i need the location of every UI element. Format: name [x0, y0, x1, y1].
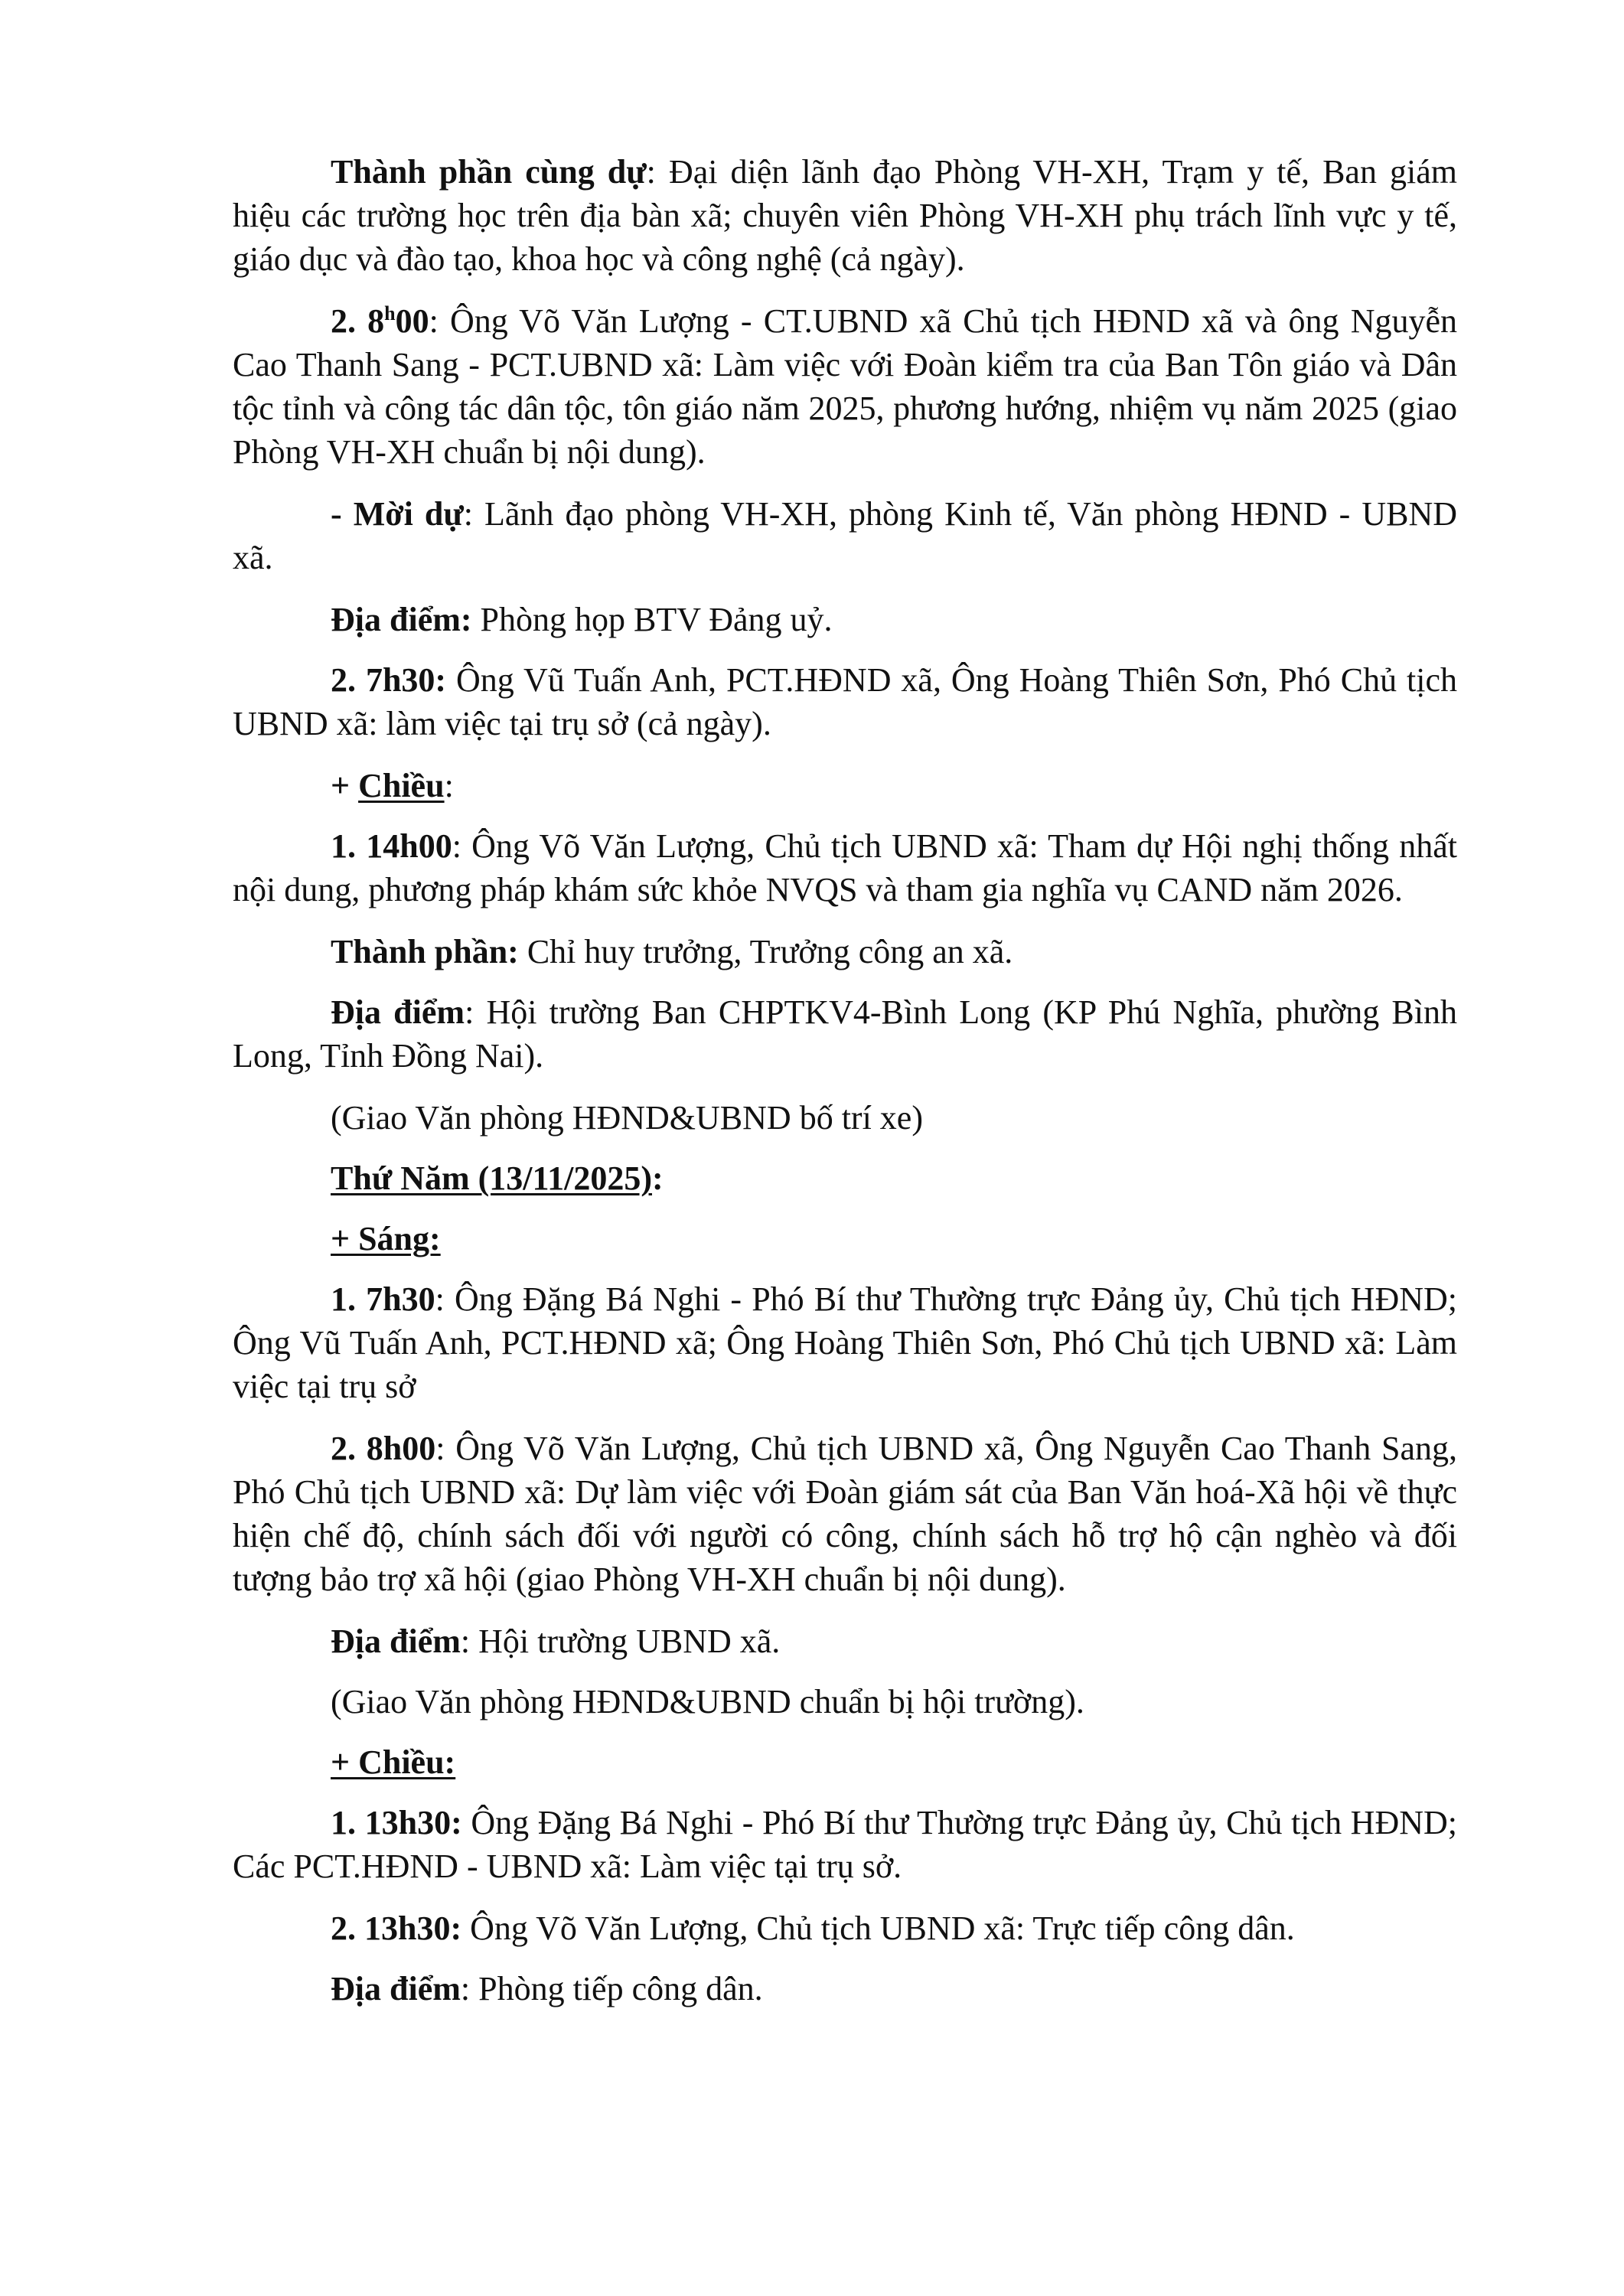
heading-morning-label: + Sáng:	[331, 1220, 441, 1257]
paragraph-text: Chỉ huy trưởng, Trưởng công an xã.	[518, 933, 1013, 970]
label-participants: Thành phần cùng dự	[331, 153, 647, 191]
label-invited: - Mời dự	[331, 495, 464, 533]
paragraph-note-vehicle	[233, 1096, 1457, 1140]
paragraph-text: : Hội trường UBND xã.	[460, 1623, 781, 1660]
paragraph-location	[233, 598, 1457, 641]
heading-morning	[233, 1217, 1457, 1261]
paragraph-location-3	[233, 1619, 1457, 1663]
paragraph-location-4	[233, 1967, 1457, 2011]
heading-afternoon-label: + Chiều:	[331, 1743, 456, 1781]
paragraph-text: : Ông Đặng Bá Nghi - Phó Bí thư Thường trực Đảng ủy, Chủ tịch HĐND; Ông Vũ Tuấn Anh, PCT.HĐND xã; Ông Hoàng Thiên Sơn, Phó Chủ tịch UBND xã: Làm việc tại trụ sở	[233, 1280, 1457, 1405]
heading-suffix: :	[444, 767, 454, 804]
paragraph-item-2-8h00-thursday	[233, 1427, 1457, 1601]
paragraph-item-1-7h30	[233, 1277, 1457, 1408]
paragraph-item-2-8h00	[233, 299, 1457, 474]
label-location: Địa điểm	[331, 1970, 461, 2007]
label-time: 2. 13h30:	[331, 1910, 462, 1947]
paragraph-text: : Ông Võ Văn Lượng - CT.UBND xã Chủ tịch HĐND xã và ông Nguyễn Cao Thanh Sang - PCT.UBND xã: Làm việc với Đoàn kiểm tra của Ban Tôn giáo và Dân tộc tỉnh và công tác dân tộc, tôn giáo năm 2025, phương hướng, nhiệm vụ năm 2025 (giao Phòng VH-XH chuẩn bị nội dung).	[233, 302, 1458, 471]
paragraph-item-1-14h00	[233, 824, 1457, 912]
heading-afternoon-label: Chiều	[358, 767, 445, 804]
document-page	[233, 150, 1457, 2011]
label-time: 2. 8h00	[331, 1430, 436, 1467]
paragraph-location-2	[233, 990, 1457, 1078]
label-time: 2. 7h30:	[331, 661, 447, 699]
paragraph-text: (Giao Văn phòng HĐND&UBND bố trí xe)	[331, 1099, 923, 1137]
paragraph-text: : Ông Võ Văn Lượng, Chủ tịch UBND xã, Ông Nguyễn Cao Thanh Sang, Phó Chủ tịch UBND xã: Dự làm việc với Đoàn giám sát của Ban Văn hoá-Xã hội về thực hiện chế độ, chính sách đối với người có công, chính sách hỗ trợ hộ cận nghèo và đối tượng bảo trợ xã hội (giao Phòng VH-XH chuẩn bị nội dung).	[233, 1430, 1457, 1598]
heading-suffix: :	[651, 1159, 664, 1197]
paragraph-text: Phòng họp BTV Đảng uỷ.	[471, 601, 833, 638]
label-time: 1. 7h30	[331, 1280, 435, 1318]
paragraph-text: Ông Vũ Tuấn Anh, PCT.HĐND xã, Ông Hoàng Thiên Sơn, Phó Chủ tịch UBND xã: làm việc tại trụ sở (cả ngày).	[233, 661, 1458, 742]
paragraph-item-1-13h30	[233, 1801, 1457, 1888]
paragraph-text: : Hội trường Ban CHPTKV4-Bình Long (KP Phú Nghĩa, phường Bình Long, Tỉnh Đồng Nai).	[233, 993, 1457, 1075]
paragraph-item-2-13h30	[233, 1906, 1457, 1950]
paragraph-text: (Giao Văn phòng HĐND&UBND chuẩn bị hội trường).	[331, 1683, 1084, 1720]
label-participants: Thành phần:	[331, 933, 519, 970]
paragraph-invited	[233, 492, 1457, 579]
label-location: Địa điểm	[331, 993, 465, 1031]
paragraph-text: : Đại diện lãnh đạo Phòng VH-XH, Trạm y tế, Ban giám hiệu các trường học trên địa bàn xã; chuyên viên Phòng VH-XH phụ trách lĩnh vực y tế, giáo dục và đào tạo, khoa học và công nghệ (cả ngày).	[233, 153, 1457, 278]
heading-thursday-label: Thứ Năm (13/11/2025)	[331, 1159, 652, 1197]
paragraph-participants	[233, 150, 1457, 281]
paragraph-text: Ông Đặng Bá Nghi - Phó Bí thư Thường trực Đảng ủy, Chủ tịch HĐND; Các PCT.HĐND - UBND xã: Làm việc tại trụ sở.	[233, 1804, 1458, 1885]
paragraph-participants-2	[233, 930, 1457, 974]
label-time-pre: 2. 8	[331, 302, 385, 340]
paragraph-text: Ông Võ Văn Lượng, Chủ tịch UBND xã: Trực tiếp công dân.	[461, 1910, 1295, 1947]
label-time: 1. 13h30:	[331, 1804, 462, 1841]
label-time-post: 00	[395, 302, 429, 340]
heading-thursday	[233, 1156, 1457, 1200]
label-time-sup: h	[384, 302, 396, 325]
paragraph-note-hall	[233, 1680, 1457, 1724]
heading-afternoon-2	[233, 1740, 1457, 1784]
label-location: Địa điểm	[331, 1623, 461, 1660]
paragraph-item-2-7h30	[233, 658, 1457, 745]
heading-afternoon	[233, 764, 1457, 807]
paragraph-text: : Lãnh đạo phòng VH-XH, phòng Kinh tế, Văn phòng HĐND - UBND xã.	[233, 495, 1458, 576]
label-time	[331, 302, 429, 340]
heading-prefix: +	[331, 767, 359, 804]
label-location: Địa điểm:	[331, 601, 472, 638]
label-time: 1. 14h00	[331, 827, 452, 865]
paragraph-text: : Phòng tiếp công dân.	[460, 1970, 763, 2007]
paragraph-text: : Ông Võ Văn Lượng, Chủ tịch UBND xã: Tham dự Hội nghị thống nhất nội dung, phương pháp khám sức khỏe NVQS và tham gia nghĩa vụ CAND năm 2026.	[233, 827, 1457, 908]
